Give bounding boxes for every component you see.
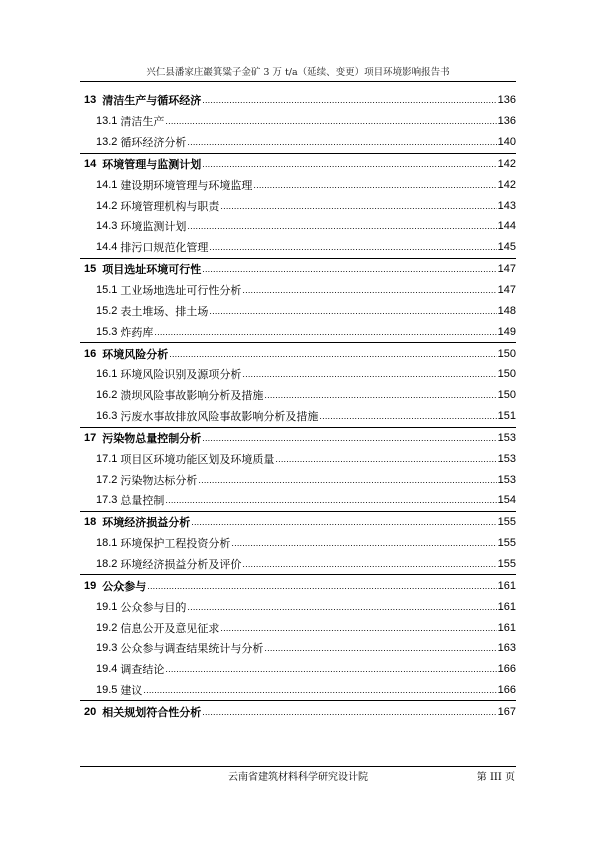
toc-entry-title: 建议	[120, 684, 143, 698]
toc-entry-title: 信息公开及意见征求	[120, 621, 220, 635]
toc-entry-number: 20	[84, 705, 97, 718]
header-divider	[80, 81, 516, 82]
toc-entry-number: 19.2	[96, 621, 118, 634]
toc-entry-number: 16.1	[96, 368, 118, 381]
toc-chapter-entry[interactable]	[80, 511, 516, 533]
toc-entry-page-number: 147	[497, 263, 516, 276]
toc-entry-title: 污染物总量控制分析	[102, 432, 202, 445]
toc-entry-title: 清洁生产与循环经济	[102, 95, 202, 108]
toc-entry-number: 13.1	[96, 115, 118, 128]
toc-entry-number: 19.5	[96, 684, 118, 697]
toc-entry-number: 15	[84, 263, 97, 276]
toc-dot-leader	[319, 411, 496, 421]
toc-entry-title: 调查结论	[120, 663, 165, 677]
toc-entry-page-number: 167	[497, 705, 516, 718]
toc-entry-number: 15.2	[96, 304, 118, 317]
toc-section-entry[interactable]	[80, 533, 516, 554]
toc-entry-number: 19	[84, 579, 97, 592]
toc-entry-title: 环境保护工程投资分析	[120, 537, 231, 551]
toc-entry-title: 项目区环境功能区划及环境质量	[120, 452, 275, 466]
toc-chapter-entry[interactable]	[80, 90, 516, 111]
toc-dot-leader	[198, 475, 496, 485]
toc-entry-title: 污废水事故排放风险事故影响分析及措施	[120, 410, 319, 424]
toc-section-entry[interactable]	[80, 659, 516, 680]
footer-divider	[80, 766, 516, 767]
toc-section-entry[interactable]	[80, 469, 516, 490]
toc-entry-title: 溃坝风险事故影响分析及措施	[120, 389, 264, 403]
toc-section-entry[interactable]	[80, 385, 516, 406]
toc-entry-page-number: 136	[497, 94, 516, 107]
toc-dot-leader	[220, 623, 496, 633]
toc-dot-leader	[242, 559, 496, 569]
running-header: 兴仁县潘家庄巖箕粱子金矿 3 万 t/a（延续、变更）项目环境影响报告书	[146, 67, 450, 78]
toc-entry-number: 16.2	[96, 389, 118, 402]
toc-entry-number: 13.2	[96, 136, 118, 149]
toc-entry-title: 总量控制	[120, 494, 165, 508]
toc-entry-page-number: 166	[497, 663, 516, 676]
toc-entry-title: 炸药库	[120, 325, 154, 339]
toc-dot-leader	[187, 137, 496, 147]
toc-entry-number: 17	[84, 431, 97, 444]
toc-entry-page-number: 150	[497, 368, 516, 381]
toc-entry-page-number: 145	[497, 241, 516, 254]
toc-entry-page-number: 155	[497, 537, 516, 550]
toc-entry-number: 14	[84, 157, 97, 170]
toc-entry-page-number: 136	[497, 115, 516, 128]
toc-section-entry[interactable]	[80, 174, 516, 195]
toc-dot-leader	[187, 221, 496, 231]
toc-section-entry[interactable]	[80, 237, 516, 258]
toc-entry-title: 环境风险分析	[102, 348, 169, 361]
toc-entry-title: 污染物达标分析	[120, 473, 198, 487]
toc-section-entry[interactable]	[80, 596, 516, 617]
toc-entry-page-number: 161	[497, 600, 516, 613]
toc-entry-number: 14.4	[96, 241, 118, 254]
toc-entry-page-number: 147	[497, 284, 516, 297]
toc-dot-leader	[147, 581, 496, 591]
toc-dot-leader	[165, 664, 496, 674]
toc-chapter-entry[interactable]	[80, 258, 516, 280]
toc-section-entry[interactable]	[80, 300, 516, 321]
toc-entry-number: 13	[84, 94, 97, 107]
toc-entry-page-number: 140	[497, 136, 516, 149]
toc-dot-leader	[209, 306, 496, 316]
toc-dot-leader	[165, 495, 496, 505]
toc-dot-leader	[191, 517, 496, 527]
toc-entry-page-number: 150	[497, 389, 516, 402]
toc-dot-leader	[202, 159, 496, 169]
toc-dot-leader	[165, 116, 496, 126]
toc-entry-number: 19.3	[96, 642, 118, 655]
toc-section-entry[interactable]	[80, 216, 516, 237]
toc-chapter-entry[interactable]	[80, 153, 516, 175]
toc-section-entry[interactable]	[80, 195, 516, 216]
toc-section-entry[interactable]	[80, 364, 516, 385]
toc-entry-page-number: 161	[497, 579, 516, 592]
toc-section-entry[interactable]	[80, 132, 516, 153]
toc-entry-page-number: 143	[497, 199, 516, 212]
toc-dot-leader	[202, 433, 496, 443]
toc-entry-number: 19.1	[96, 600, 118, 613]
toc-entry-title: 工业场地选址可行性分析	[120, 284, 242, 298]
toc-section-entry[interactable]	[80, 638, 516, 659]
toc-section-entry[interactable]	[80, 490, 516, 511]
toc-section-entry[interactable]	[80, 111, 516, 132]
toc-entry-page-number: 150	[497, 347, 516, 360]
footer-page-number: 第 III 页	[476, 772, 515, 783]
toc-entry-title: 环境风险识别及源项分析	[120, 368, 242, 382]
toc-section-entry[interactable]	[80, 554, 516, 575]
toc-section-entry[interactable]	[80, 448, 516, 469]
toc-entry-title: 公众参与目的	[120, 600, 187, 614]
toc-dot-leader	[253, 180, 496, 190]
toc-entry-title: 环境管理机构与职责	[120, 199, 220, 213]
toc-entry-title: 公众参与调查结果统计与分析	[120, 642, 264, 656]
toc-dot-leader	[202, 707, 496, 717]
toc-chapter-entry[interactable]	[80, 700, 516, 722]
toc-entry-page-number: 153	[497, 473, 516, 486]
toc-dot-leader	[220, 201, 496, 211]
toc-entry-page-number: 151	[497, 410, 516, 423]
toc-entry-title: 环境经济损益分析及评价	[120, 557, 242, 571]
toc-entry-title: 排污口规范化管理	[120, 241, 209, 255]
toc-entry-title: 环境管理与监测计划	[102, 158, 202, 171]
toc-entry-page-number: 144	[497, 220, 516, 233]
toc-entry-page-number: 142	[497, 157, 516, 170]
toc-chapter-entry[interactable]	[80, 574, 516, 596]
toc-dot-leader	[143, 685, 496, 695]
toc-entry-number: 15.1	[96, 284, 118, 297]
toc-entry-title: 表土堆场、排土场	[120, 304, 209, 318]
toc-entry-page-number: 155	[497, 557, 516, 570]
toc-entry-title: 项目选址环境可行性	[102, 264, 202, 277]
toc-entry-title: 清洁生产	[120, 115, 165, 129]
toc-section-entry[interactable]	[80, 280, 516, 301]
toc-chapter-entry[interactable]	[80, 342, 516, 364]
toc-entry-number: 14.2	[96, 199, 118, 212]
toc-section-entry[interactable]	[80, 680, 516, 701]
toc-entry-page-number: 153	[497, 431, 516, 444]
toc-section-entry[interactable]	[80, 617, 516, 638]
toc-entry-page-number: 153	[497, 452, 516, 465]
toc-entry-title: 环境经济损益分析	[102, 517, 191, 530]
toc-dot-leader	[187, 602, 496, 612]
toc-entry-title: 公众参与	[102, 580, 147, 593]
toc-dot-leader	[202, 264, 496, 274]
table-of-contents	[80, 90, 516, 722]
toc-entry-page-number: 166	[497, 684, 516, 697]
toc-entry-number: 14.1	[96, 178, 118, 191]
toc-entry-page-number: 163	[497, 642, 516, 655]
toc-entry-number: 17.1	[96, 452, 118, 465]
toc-entry-number: 15.3	[96, 325, 118, 338]
toc-entry-title: 建设期环境管理与环境监理	[120, 178, 253, 192]
toc-dot-leader	[154, 327, 496, 337]
toc-chapter-entry[interactable]	[80, 427, 516, 449]
toc-dot-leader	[275, 454, 496, 464]
toc-entry-page-number: 149	[497, 325, 516, 338]
toc-entry-title: 循环经济分析	[120, 136, 187, 150]
toc-entry-number: 16	[84, 347, 97, 360]
toc-dot-leader	[231, 538, 496, 548]
toc-dot-leader	[202, 95, 496, 105]
toc-entry-number: 18.1	[96, 537, 118, 550]
toc-dot-leader	[242, 285, 496, 295]
toc-entry-page-number: 142	[497, 178, 516, 191]
toc-entry-number: 19.4	[96, 663, 118, 676]
toc-dot-leader	[264, 643, 496, 653]
toc-section-entry[interactable]	[80, 321, 516, 342]
toc-entry-page-number: 155	[497, 516, 516, 529]
toc-entry-page-number: 161	[497, 621, 516, 634]
footer-organization: 云南省建筑材料科学研究设计院	[228, 772, 368, 783]
toc-dot-leader	[169, 349, 496, 359]
toc-section-entry[interactable]	[80, 406, 516, 427]
toc-entry-number: 14.3	[96, 220, 118, 233]
toc-entry-number: 17.2	[96, 473, 118, 486]
toc-dot-leader	[242, 369, 496, 379]
toc-entry-page-number: 148	[497, 304, 516, 317]
toc-entry-title: 环境监测计划	[120, 220, 187, 234]
toc-entry-number: 18	[84, 516, 97, 529]
toc-entry-number: 18.2	[96, 557, 118, 570]
toc-dot-leader	[209, 242, 496, 252]
toc-dot-leader	[264, 390, 496, 400]
toc-entry-page-number: 154	[497, 494, 516, 507]
toc-entry-title: 相关规划符合性分析	[102, 706, 202, 719]
toc-entry-number: 16.3	[96, 410, 118, 423]
toc-entry-number: 17.3	[96, 494, 118, 507]
